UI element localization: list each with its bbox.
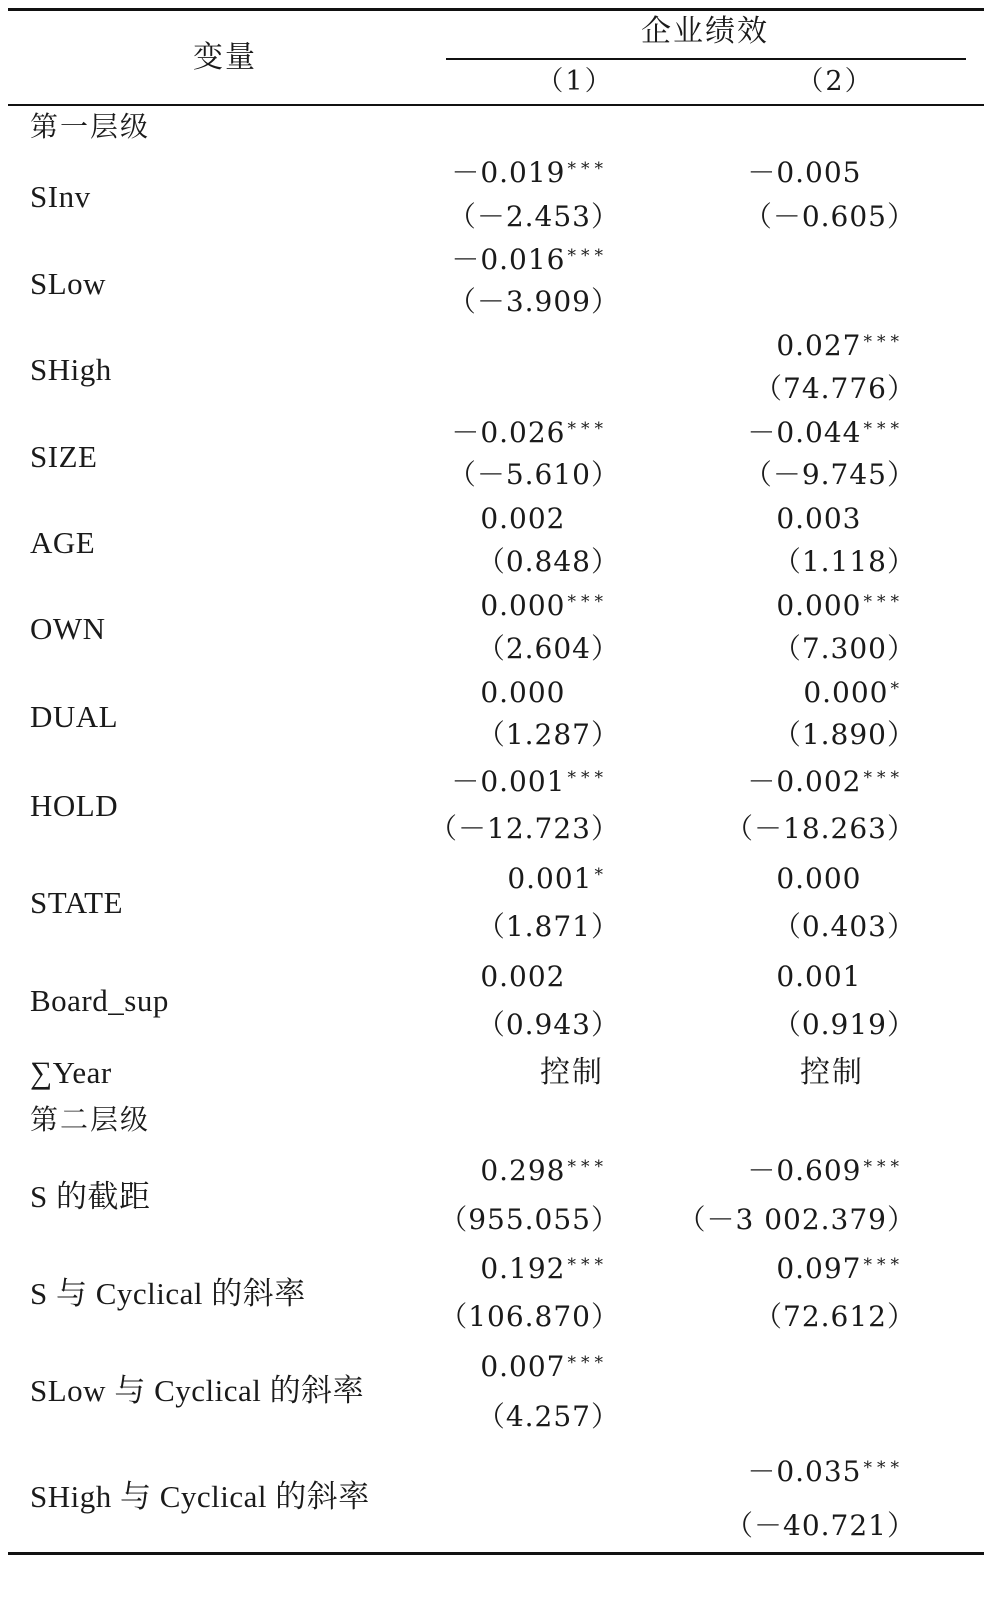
t-statistic: （0.403） <box>772 910 916 943</box>
row-label: SHigh <box>30 352 112 387</box>
coefficient-value: －0.005 <box>747 156 862 189</box>
coefficient <box>507 862 608 896</box>
group-header: 企业绩效 <box>641 14 769 49</box>
row-label: S 与 Cyclical 的斜率 <box>30 1276 306 1311</box>
group-underline <box>446 58 966 60</box>
coefficient-value: 0.097 <box>776 1252 862 1285</box>
t-statistic: （1.871） <box>476 910 620 943</box>
significance-stars: *** <box>863 419 904 439</box>
coefficient-value: 0.001 <box>776 960 862 993</box>
control-cell: 控制 <box>540 1055 604 1090</box>
significance-stars: *** <box>567 1255 608 1275</box>
row-label: DUAL <box>30 699 119 734</box>
coefficient <box>480 960 608 994</box>
coefficient-value: 0.027 <box>776 329 862 362</box>
coefficient <box>803 676 904 710</box>
coefficient-value: 0.000 <box>776 862 862 895</box>
row-label: STATE <box>30 885 124 920</box>
row-label: SLow <box>30 266 107 301</box>
significance-stars: *** <box>567 592 608 612</box>
t-statistic: （7.300） <box>772 632 916 665</box>
significance-stars: *** <box>567 1353 608 1373</box>
section-title-level-2: 第二层级 <box>30 1103 151 1136</box>
coefficient-value: 0.002 <box>480 960 566 993</box>
row-label: SInv <box>30 179 91 214</box>
t-statistic: （－3 002.379） <box>677 1203 916 1236</box>
significance-stars: *** <box>567 419 608 439</box>
row-label: S 的截距 <box>30 1179 151 1214</box>
coefficient-value: 0.000 <box>480 676 566 709</box>
coefficient <box>747 156 904 190</box>
coefficient <box>776 960 904 994</box>
coefficient <box>480 1252 608 1286</box>
row-label: SHigh 与 Cyclical 的斜率 <box>30 1479 370 1514</box>
control-cell: 控制 <box>800 1055 864 1090</box>
t-statistic: （4.257） <box>476 1400 620 1433</box>
coefficient <box>747 416 904 450</box>
coefficient-value: 0.000 <box>803 676 889 709</box>
coefficient <box>480 1154 608 1188</box>
coefficient <box>776 862 904 896</box>
coefficient <box>747 1154 904 1188</box>
coefficient <box>776 329 904 363</box>
t-statistic: （－9.745） <box>743 458 916 491</box>
significance-stars: *** <box>567 768 608 788</box>
coefficient <box>480 1350 608 1384</box>
significance-stars: *** <box>863 1458 904 1478</box>
row-label: Board_sup <box>30 983 169 1018</box>
coefficient-value: 0.192 <box>480 1252 566 1285</box>
t-statistic: （74.776） <box>754 372 916 405</box>
coefficient <box>451 416 608 450</box>
coefficient <box>451 156 608 190</box>
coefficient-value: 0.298 <box>480 1154 566 1187</box>
t-statistic: （72.612） <box>754 1300 916 1333</box>
top-rule <box>8 8 984 11</box>
significance-stars: *** <box>863 1255 904 1275</box>
t-statistic: （－2.453） <box>447 200 620 233</box>
coefficient-value: －0.002 <box>747 765 862 798</box>
coefficient <box>480 502 608 536</box>
coefficient-value: －0.001 <box>451 765 566 798</box>
coefficient <box>776 502 904 536</box>
significance-stars: *** <box>863 332 904 352</box>
coefficient <box>776 589 904 623</box>
significance-stars: *** <box>863 1157 904 1177</box>
significance-stars: *** <box>863 768 904 788</box>
t-statistic: （－18.263） <box>725 812 916 845</box>
column-header-1: （1） <box>536 66 614 97</box>
row-label: OWN <box>30 611 106 646</box>
t-statistic: （1.287） <box>476 718 620 751</box>
coefficient-value: －0.035 <box>747 1455 862 1488</box>
row-label: SIZE <box>30 439 98 474</box>
coefficient <box>451 765 608 799</box>
row-label: ∑Year <box>30 1055 112 1090</box>
significance-stars: *** <box>567 246 608 266</box>
coefficient <box>747 1455 904 1489</box>
t-statistic: （－0.605） <box>743 200 916 233</box>
coefficient-value: 0.003 <box>776 502 862 535</box>
t-statistic: （1.890） <box>772 718 916 751</box>
significance-stars: * <box>594 865 608 885</box>
t-statistic: （1.118） <box>772 545 916 578</box>
bottom-rule <box>8 1552 984 1555</box>
coefficient-value: －0.609 <box>747 1154 862 1187</box>
row-label: HOLD <box>30 788 119 823</box>
t-statistic: （955.055） <box>439 1203 620 1236</box>
t-statistic: （－12.723） <box>429 812 620 845</box>
variable-header: 变量 <box>193 40 257 75</box>
row-label: SLow 与 Cyclical 的斜率 <box>30 1373 365 1408</box>
column-header-2: （2） <box>796 66 874 97</box>
t-statistic: （－3.909） <box>447 285 620 318</box>
t-statistic: （0.848） <box>476 545 620 578</box>
coefficient <box>480 676 608 710</box>
coefficient-value: －0.016 <box>451 243 566 276</box>
significance-stars: *** <box>567 159 608 179</box>
t-statistic: （0.919） <box>772 1008 916 1041</box>
coefficient-value: 0.001 <box>507 862 593 895</box>
t-statistic: （－5.610） <box>447 458 620 491</box>
t-statistic: （2.604） <box>476 632 620 665</box>
coefficient <box>451 243 608 277</box>
coefficient-value: －0.044 <box>747 416 862 449</box>
t-statistic: （106.870） <box>439 1300 620 1333</box>
significance-stars: *** <box>863 592 904 612</box>
t-statistic: （－40.721） <box>725 1509 916 1542</box>
coefficient-value: 0.002 <box>480 502 566 535</box>
section-title-level-1: 第一层级 <box>30 110 151 143</box>
coefficient <box>480 589 608 623</box>
coefficient <box>776 1252 904 1286</box>
coefficient-value: 0.000 <box>480 589 566 622</box>
t-statistic: （0.943） <box>476 1008 620 1041</box>
coefficient-value: 0.000 <box>776 589 862 622</box>
row-label: AGE <box>30 525 96 560</box>
header-rule <box>8 104 984 106</box>
significance-stars: *** <box>567 1157 608 1177</box>
coefficient-value: －0.026 <box>451 416 566 449</box>
coefficient-value: 0.007 <box>480 1350 566 1383</box>
coefficient <box>747 765 904 799</box>
significance-stars: * <box>890 679 904 699</box>
coefficient-value: －0.019 <box>451 156 566 189</box>
